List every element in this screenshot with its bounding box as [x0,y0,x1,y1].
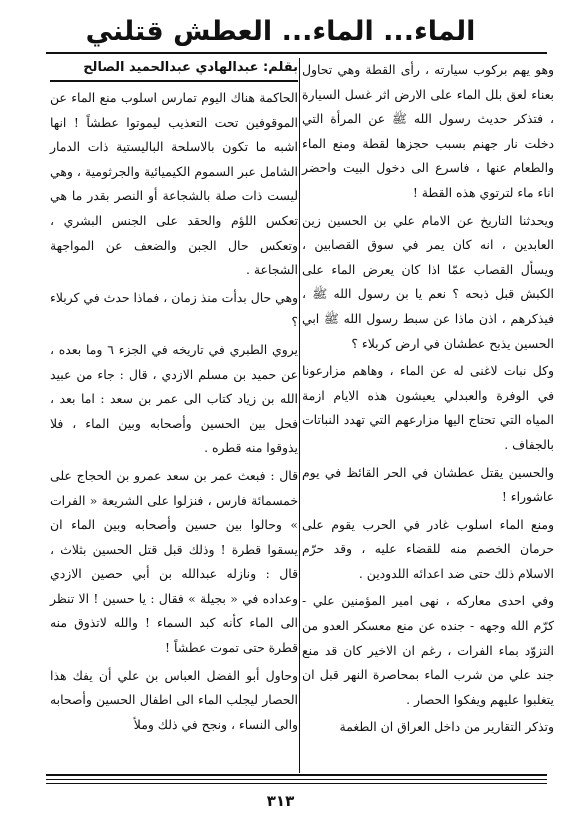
paragraph: والحسين يقتل عطشان في الحر القائظ في يوم عاشوراء ! [302,464,554,505]
paragraph: قال : فبعث عمر بن سعد عمرو بن الحجاج على خمسمائة فارس ، فنزلوا على الشريعة « الفرات » وحالوا بين حسين وأصحابه وبين الماء ان يسقوا قطرة ! وذلك قبل قتل الحسين بثلاث ، قال : ونازله عبدالله بن أبي حصين الازدي وعداده في « بجيلة » فقال : يا حسين ! الا تنظر الى الماء كأنه كبد السماء ! والله لاتذوق منه قطرة حتى تموت عطشاً ! [50,467,298,656]
column-divider [299,58,300,773]
right-column [302,58,554,743]
paragraph: وحاول أبو الفضل العباس بن علي أن يفك هذا الحصار ليجلب الماء الى اطفال الحسين وأصحابه والى النساء ، ونجح في ذلك وملأ [50,667,298,732]
footer-rule-thin [46,779,547,780]
paragraph: وفي احدى معاركه ، نهى امير المؤمنين علي - كرّم الله وجهه - جنده عن منع معسكر العدو من التزوّد بماء الفرات ، رغم ان الاخير كان قد منع جند علي من شرب الماء بمحاصرة النهر قبل ان يتغلبوا عليهم ويفكوا الحصار . [302,593,554,707]
footer-rule [46,774,547,776]
title-rule [46,52,547,54]
paragraph: وهي حال بدأت منذ زمان ، فماذا حدث في كربلاء ؟ [50,289,298,330]
paragraph: وتذكر التقارير من داخل العراق ان الطغمة [339,719,554,735]
author-byline: بقلم: عبدالهادي عبدالحميد الصالح [50,58,298,82]
paragraph: وكل نبات لاغنى له عن الماء ، وهاهم مزارعونا في الوفرة والعبدلي يعيشون هذه الايام ازمة المياه التي تحتاج اليها مزارعهم التي تهدد النباتات بالجفاف . [302,363,554,452]
left-column [50,58,298,740]
paragraph: يروي الطبري في تاريخه في الجزء ٦ وما بعده ، عن حميد بن مسلم الازدي ، قال : جاء من عبيد الله بن زياد كتاب الى عمر بن سعد : اما بعد ، فحل بين الحسين وأصحابه وبين الماء ، فلا يذوقوا منه قطره . [50,341,298,456]
page-number: ٣١٣ [266,792,295,810]
paragraph: ويحدثنا التاريخ عن الامام علي بن الحسين زين العابدين ، انه كان يمر في سوق القصابين ، ويسأل القصاب عمّا اذا كان يعرض الماء على الكبش قبل ذبحه ؟ نعم يا بن رسول الله ﷺ ، فيذكرهم ، اذن ماذا عن سبط رسول الله ﷺ ابي الحسين يذبح عطشان في ارض كربلاء ؟ [302,212,554,351]
paragraph: ومنع الماء اسلوب غادر في الحرب يقوم على حرمان الخصم منه للقضاء عليه ، وقد حرّم الاسلام ذلك حتى ضد اعدائه اللدودين . [302,516,554,581]
paragraph: وهو يهم بركوب سيارته ، رأى القطة وهي تحاول بعناء لعق بلل الماء على الارض اثر غسل السيارة ، فتذكر حديث رسول الله ﷺ عن المرأة التي دخلت نار جهنم بسبب حجزها لقطة ومنع الماء والطعام عنها ، فاسرع الى دخول البيت واحضر اناء ماء لترتوي هذه القطة ! [302,62,554,200]
article-title: الماء... الماء... العطش قتلني [85,16,476,47]
paragraph: الحاكمة هناك اليوم تمارس اسلوب منع الماء عن الموقوفين تحت التعذيب ليموتوا عطشاً ! انها اشبه ما تكون بالاسلحة الباليستية ذات الدمار الشامل عبر السموم الكيميائية والجرثومية ، وهي ليست ذات صلة بالشجاعة أو النصر بقدر ما هي تعكس اللؤم والحقد على الجنس البشري ، وتعكس حال الجبن والضعف عن المواجهة الشجاعة . [50,90,298,278]
footer-rule-thin [46,783,547,784]
